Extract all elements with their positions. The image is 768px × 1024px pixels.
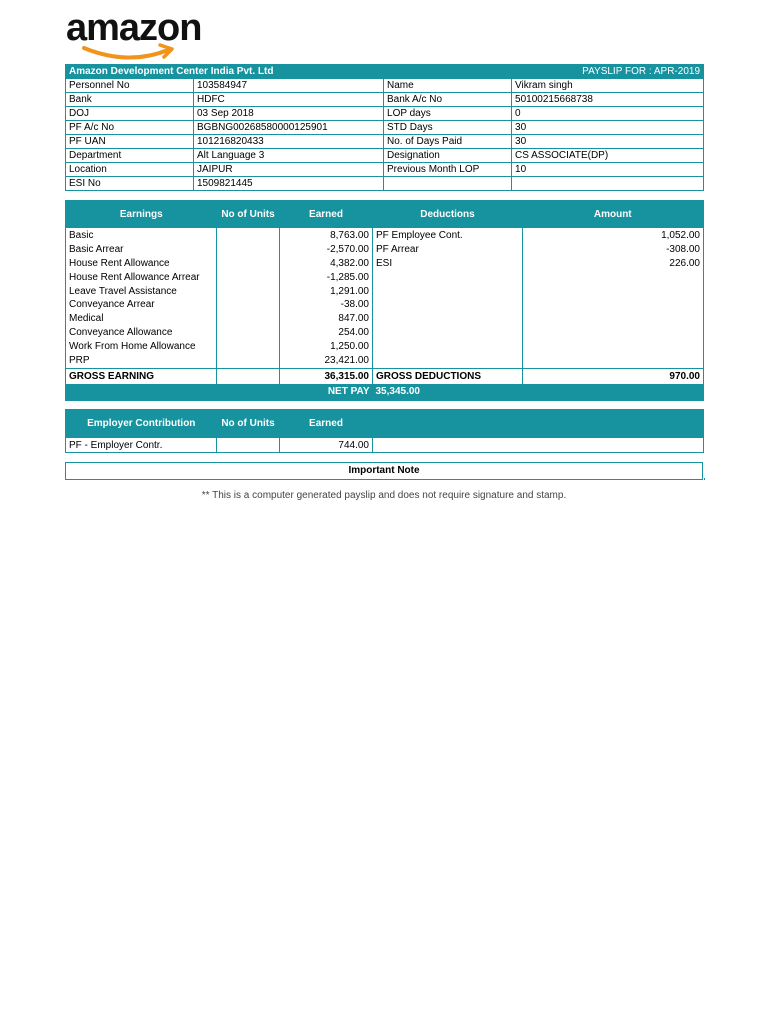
field-label: STD Days bbox=[384, 121, 512, 135]
earning-item-label: Conveyance Arrear bbox=[69, 299, 155, 311]
info-row bbox=[66, 149, 704, 163]
field-label: No. of Days Paid bbox=[384, 135, 512, 149]
earning-item-amount: -1,285.00 bbox=[326, 271, 369, 283]
earning-item-amount: 1,291.00 bbox=[330, 285, 369, 297]
earnings-deductions-table bbox=[65, 200, 704, 401]
field-value: 0 bbox=[512, 107, 704, 121]
earning-item-amount: 23,421.00 bbox=[324, 355, 369, 367]
earning-item-label: Medical bbox=[69, 313, 104, 325]
field-label: ESI No bbox=[66, 177, 194, 191]
employer-header-filler bbox=[373, 410, 704, 438]
info-row bbox=[66, 79, 704, 93]
employer-row-filler bbox=[373, 438, 704, 453]
earning-item-amount: -38.00 bbox=[340, 299, 369, 311]
field-value: HDFC bbox=[194, 93, 384, 107]
field-label bbox=[384, 177, 512, 191]
important-note-body bbox=[65, 478, 705, 480]
deduction-item-label: PF Employee Cont. bbox=[376, 230, 463, 241]
employer-header-row bbox=[66, 410, 704, 438]
amount-header: Amount bbox=[523, 201, 704, 229]
field-value: 03 Sep 2018 bbox=[194, 107, 384, 121]
net-pay-row bbox=[66, 384, 704, 401]
field-value: 50100215668738 bbox=[512, 93, 704, 107]
field-label: Location bbox=[66, 163, 194, 177]
logo-wordmark: amazon bbox=[66, 7, 202, 49]
field-value: CS ASSOCIATE(DP) bbox=[512, 149, 704, 163]
employer-row bbox=[66, 438, 704, 453]
payslip-period: PAYSLIP FOR : APR-2019 bbox=[384, 65, 704, 79]
earning-item-amount: 847.00 bbox=[338, 313, 369, 325]
earning-item-label: Work From Home Allowance bbox=[69, 341, 196, 353]
deduction-item-label: PF Arrear bbox=[376, 243, 419, 255]
earnings-amounts bbox=[280, 228, 373, 368]
deduction-item-amount: 226.00 bbox=[669, 257, 700, 269]
important-note-heading: Important Note bbox=[65, 462, 703, 480]
earning-item-label: House Rent Allowance Arrear bbox=[69, 271, 200, 283]
earning-item-label: Conveyance Allowance bbox=[69, 327, 173, 339]
field-label: Bank bbox=[66, 93, 194, 107]
field-value: 10 bbox=[512, 163, 704, 177]
deduction-item-amount: -308.00 bbox=[666, 243, 700, 255]
deduction-item-label: ESI bbox=[376, 257, 393, 269]
earning-item-label: Basic Arrear bbox=[69, 243, 124, 255]
field-label: Bank A/c No bbox=[384, 93, 512, 107]
earnings-units bbox=[217, 228, 280, 368]
earnings-header: Earnings bbox=[66, 201, 217, 229]
field-label: Previous Month LOP bbox=[384, 163, 512, 177]
field-label: DOJ bbox=[66, 107, 194, 121]
earnings-labels bbox=[66, 228, 217, 368]
gross-earning-value: 36,315.00 bbox=[280, 368, 373, 384]
units-header: No of Units bbox=[217, 201, 280, 229]
info-row bbox=[66, 177, 704, 191]
earning-item-amount: 254.00 bbox=[338, 327, 369, 339]
earning-item-label: House Rent Allowance bbox=[69, 257, 170, 269]
amazon-logo bbox=[66, 8, 226, 60]
earning-item-amount: 8,763.00 bbox=[330, 230, 369, 241]
field-label: LOP days bbox=[384, 107, 512, 121]
deduction-amounts bbox=[523, 228, 704, 368]
field-label: Department bbox=[66, 149, 194, 163]
employer-earned-header: Earned bbox=[280, 410, 373, 438]
earned-header: Earned bbox=[280, 201, 373, 229]
field-value: Vikram singh bbox=[512, 79, 704, 93]
employer-contribution-header: Employer Contribution bbox=[66, 410, 217, 438]
employer-item-earned: 744.00 bbox=[280, 438, 373, 453]
earning-item-label: PRP bbox=[69, 355, 90, 367]
earnings-header-row bbox=[66, 201, 704, 229]
deduction-item-amount: 1,052.00 bbox=[661, 230, 700, 241]
info-row bbox=[66, 121, 704, 135]
field-label: PF A/c No bbox=[66, 121, 194, 135]
gross-deductions-label: GROSS DEDUCTIONS bbox=[373, 368, 523, 384]
employer-item-units bbox=[217, 438, 280, 453]
smile-arrow-icon bbox=[80, 42, 180, 64]
earning-item-amount: 4,382.00 bbox=[330, 257, 369, 269]
net-pay-label: NET PAY bbox=[66, 384, 373, 401]
field-value: BGBNG00268580000125901 bbox=[194, 121, 384, 135]
footer-note: ** This is a computer generated payslip and does not require signature and stamp. bbox=[201, 490, 567, 501]
field-value bbox=[512, 177, 704, 191]
info-row bbox=[66, 107, 704, 121]
info-row bbox=[66, 163, 704, 177]
field-value: JAIPUR bbox=[194, 163, 384, 177]
field-label: PF UAN bbox=[66, 135, 194, 149]
field-label: Name bbox=[384, 79, 512, 93]
field-label: Designation bbox=[384, 149, 512, 163]
deduction-labels bbox=[373, 228, 523, 368]
employer-units-header: No of Units bbox=[217, 410, 280, 438]
field-value: Alt Language 3 bbox=[194, 149, 384, 163]
gross-units bbox=[217, 368, 280, 384]
gross-deductions-value: 970.00 bbox=[523, 368, 704, 384]
deductions-header: Deductions bbox=[373, 201, 523, 229]
earning-item-label: Basic bbox=[69, 230, 94, 241]
field-value: 30 bbox=[512, 135, 704, 149]
earning-item-amount: -2,570.00 bbox=[326, 243, 369, 255]
gross-earning-label: GROSS EARNING bbox=[66, 368, 217, 384]
company-name: Amazon Development Center India Pvt. Ltd bbox=[66, 65, 384, 79]
field-value: 103584947 bbox=[194, 79, 384, 93]
info-row bbox=[66, 93, 704, 107]
employer-item-label: PF - Employer Contr. bbox=[66, 438, 217, 453]
field-value: 1509821445 bbox=[194, 177, 384, 191]
info-row bbox=[66, 135, 704, 149]
earning-item-label: Leave Travel Assistance bbox=[69, 285, 177, 297]
earning-item-amount: 1,250.00 bbox=[330, 341, 369, 353]
employer-contribution-table bbox=[65, 409, 704, 453]
field-value: 30 bbox=[512, 121, 704, 135]
field-label: Personnel No bbox=[66, 79, 194, 93]
field-value: 101216820433 bbox=[194, 135, 384, 149]
earnings-body-row bbox=[66, 228, 704, 368]
net-pay-value: 35,345.00 bbox=[373, 384, 704, 401]
gross-row bbox=[66, 368, 704, 384]
info-header-row bbox=[66, 65, 704, 79]
employee-info-table bbox=[65, 64, 704, 191]
